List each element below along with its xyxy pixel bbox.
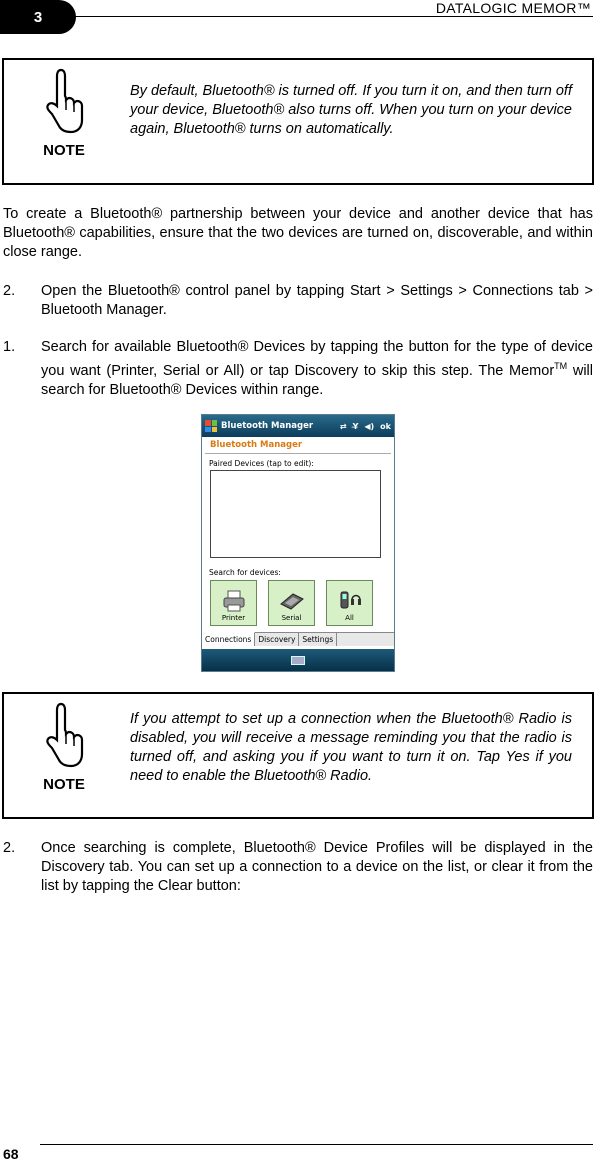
chapter-badge: 3 (0, 0, 76, 34)
step-number: 2. (3, 283, 16, 299)
serial-device-icon (279, 590, 305, 612)
footer-rule (40, 1144, 593, 1145)
tab-strip-fill (337, 633, 394, 646)
note-label: NOTE (43, 776, 85, 793)
all-devices-icon (338, 588, 362, 612)
device-tab-strip (202, 632, 394, 646)
all-button[interactable] (326, 580, 373, 626)
tab-discovery[interactable]: Discovery (255, 633, 299, 646)
windows-start-icon[interactable] (205, 420, 217, 432)
status-icons (340, 422, 391, 431)
note-text: By default, Bluetooth® is turned off. If you turn it on, and then turn off your device, Bluetooth® also turns off. When you turn on your device again, Bluetooth® turns on automatically. (130, 83, 572, 137)
note-icon-column (4, 694, 124, 817)
note-label: NOTE (43, 142, 85, 159)
device-titlebar (202, 415, 394, 437)
ok-button[interactable]: ok (380, 421, 391, 431)
step-number: 1. (3, 339, 16, 355)
keyboard-icon[interactable] (291, 656, 305, 665)
note-box-radio-disabled (2, 692, 594, 819)
step-open-control-panel (3, 282, 593, 320)
note-text: If you attempt to set up a connection when the Bluetooth® Radio is disabled, you will receive a message reminding you that the radio is turned off, and asking you if you want to turn it on. Tap Yes if you need to enable the Bluetooth® Radio. (130, 711, 572, 784)
pointing-hand-icon (43, 700, 85, 772)
printer-button-label: Printer (221, 614, 246, 622)
window-title: Bluetooth Manager (221, 421, 314, 431)
serial-button[interactable] (268, 580, 315, 626)
step-text-part: will search for Bluetooth® Devices within range. (41, 362, 593, 398)
device-type-buttons (202, 580, 394, 626)
tab-settings[interactable]: Settings (299, 633, 337, 646)
step-text (41, 338, 593, 400)
search-devices-label: Search for devices: (209, 568, 281, 577)
note-icon-column (4, 60, 124, 183)
device-softkey-bar (202, 649, 394, 671)
volume-icon[interactable]: ◀) (364, 421, 375, 431)
step-text: Once searching is complete, Bluetooth® Device Profiles will be displayed in the Discovery tab. You can set up a connection to a device on the list, or clear it from the list by tapping the Clear button: (41, 840, 593, 894)
step-text-part: Search for available Bluetooth® Devices by tapping the button for the type of device you want (Printer, Serial or All) or tap Discovery to skip this step. The Memor (41, 339, 593, 379)
note-box-default-off (2, 58, 594, 185)
connectivity-icon[interactable]: ⇄ (339, 421, 347, 431)
manual-title: DATALOGIC MEMOR™ (435, 0, 591, 16)
signal-off-icon[interactable]: Y̶ (352, 421, 359, 431)
all-button-label: All (345, 614, 354, 622)
step-number: 2. (3, 840, 16, 856)
tab-connections[interactable]: Connections (202, 632, 255, 646)
step-search-devices (3, 338, 593, 400)
bluetooth-manager-screenshot (201, 414, 395, 672)
step-text: Open the Bluetooth® control panel by tapping Start > Settings > Connections tab > Bluetooth Manager. (41, 283, 593, 318)
step-discovery-results (3, 839, 593, 896)
serial-button-label: Serial (281, 614, 302, 622)
page-number: 68 (3, 1146, 19, 1162)
paired-devices-label: Paired Devices (tap to edit): (209, 459, 314, 468)
paired-devices-list[interactable] (210, 470, 381, 558)
device-heading: Bluetooth Manager (205, 437, 391, 454)
pointing-hand-icon (43, 66, 85, 138)
printer-icon (222, 590, 246, 612)
intro-paragraph: To create a Bluetooth® partnership between your device and another device that has Bluetooth® capabilities, ensure that the two devices are turned on, discoverable, and within close range. (3, 206, 593, 260)
header-rule (60, 16, 593, 17)
trademark-sup: TM (554, 361, 568, 371)
printer-button[interactable] (210, 580, 257, 626)
